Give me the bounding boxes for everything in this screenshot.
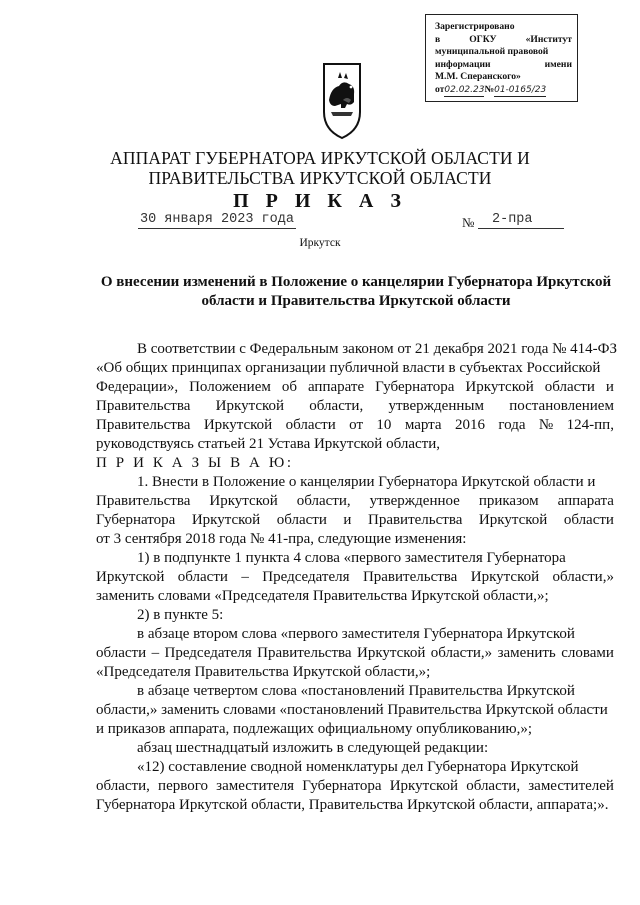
body-text: Иркутской (478, 512, 548, 528)
body-text: Правительства (257, 645, 352, 661)
body-text: Иркутской (470, 569, 540, 585)
stamp-word: ОГКУ (469, 33, 497, 45)
body-text: 10 (376, 417, 392, 433)
body-text: Иркутской (389, 778, 459, 794)
body-text: Губернатора (375, 379, 455, 395)
number-sign: № (462, 215, 475, 230)
body-text: года (498, 417, 526, 433)
body-text: 1. Внести в Положение о канцелярии Губернатора Иркутской области и (137, 474, 596, 490)
body-text: и приказов аппарата, подлежащих официальному опубликованию,»; (96, 721, 533, 737)
body-text: абзац шестнадцатый изложить в следующей редакции: (137, 740, 489, 756)
body-text: Губернатора Иркутской области, Правительства Иркутской области, аппарата;». (96, 797, 609, 813)
stamp-registration-line (435, 84, 572, 98)
body-line (96, 720, 614, 739)
body-text: 2) в пункте 5: (137, 607, 224, 623)
body-line (96, 454, 614, 473)
body-text: Иркутской (215, 398, 285, 414)
stamp-line (435, 71, 572, 84)
stamp-line (435, 59, 572, 72)
body-text: – (151, 645, 160, 661)
stamp-line (435, 46, 572, 59)
body-text: словами (561, 645, 614, 661)
body-text: области,» (552, 569, 614, 585)
body-text: Правительства (367, 512, 463, 528)
stamp-word: «Институт (525, 33, 572, 45)
document-subject (96, 273, 616, 311)
body-text: Иркутской (203, 417, 273, 433)
stamp-word: муниципальной правовой (435, 46, 549, 57)
body-text: 2016 (454, 417, 485, 433)
body-line (96, 473, 614, 492)
body-line (96, 758, 614, 777)
body-text: «12) составление сводной номенклатуры дел Губернатора Иркутской (137, 759, 579, 775)
body-text: заместителей (528, 778, 614, 794)
body-text: области (563, 512, 614, 528)
body-line (96, 378, 614, 397)
body-text: Федерации», (96, 379, 179, 395)
body-text: Иркутской (191, 512, 261, 528)
body-text: Губернатора (96, 512, 176, 528)
document-type: П Р И К А З (233, 190, 407, 212)
body-text: В соответствии с Федеральным законом от 21 декабря 2021 года № 414-ФЗ (137, 341, 618, 357)
body-line (96, 416, 614, 435)
body-text: приказом (478, 493, 539, 509)
stamp-word: имени (544, 58, 572, 70)
subject-line-1: О внесении изменений в Положение о канцелярии Губернатора Иркутской (100, 274, 612, 290)
body-line (96, 701, 614, 720)
body-text: области (544, 379, 595, 395)
body-text: П Р И К А З Ы В А Ю: (96, 455, 294, 471)
body-text: в абзаце четвертом слова «постановлений Правительства Иркутской (137, 683, 575, 699)
body-line (96, 644, 614, 663)
body-text: области, (466, 778, 521, 794)
body-text: области, (96, 778, 150, 794)
body-line (96, 625, 614, 644)
registration-stamp (425, 14, 578, 102)
agency-line-1: АППАРАТ ГУБЕРНАТОРА ИРКУТСКОЙ ОБЛАСТИ И (110, 148, 530, 168)
body-line (96, 492, 614, 511)
coat-of-arms-icon (321, 62, 363, 140)
body-text: от 3 сентября 2018 года № 41-пра, следующие изменения: (96, 531, 467, 547)
body-text: области, (296, 493, 351, 509)
body-text: Положением (189, 379, 271, 395)
body-text: области (276, 512, 327, 528)
body-line (96, 739, 614, 758)
body-text: Правительства (96, 493, 191, 509)
body-text: постановлением (509, 398, 614, 414)
body-text: в абзаце втором слова «первого заместителя Губернатора Иркутской (137, 626, 575, 642)
body-text: области (177, 569, 228, 585)
city: Иркутск (299, 237, 341, 249)
body-text: области,» (430, 645, 493, 661)
body-text: заменить словами «Председателя Правительства Иркутской области,»; (96, 588, 549, 604)
body-line (96, 340, 618, 359)
body-text: Правительства (362, 569, 458, 585)
body-line (96, 606, 614, 625)
body-text: «Об общих принципах организации публичной власти в субъектах Российской (96, 360, 601, 376)
body-line (96, 530, 614, 549)
subject-line-2: области и Правительства Иркутской области (201, 293, 511, 309)
body-line (96, 663, 614, 682)
stamp-number-prefix: № (484, 83, 495, 95)
body-text: 1) в подпункте 1 пункта 4 слова «первого заместителя Губернатора (137, 550, 566, 566)
document-number: 2-пра (478, 212, 564, 229)
stamp-line (435, 34, 572, 47)
stamp-number-handwritten: 01-0165/23 (494, 84, 546, 98)
body-text: утвержденным (388, 398, 484, 414)
body-text: области (96, 645, 147, 661)
body-text: Иркутской (465, 379, 534, 395)
agency-name (0, 148, 640, 188)
body-line (96, 777, 614, 796)
body-line (96, 796, 614, 815)
body-text: Председателя (262, 569, 350, 585)
body-text: от (349, 417, 363, 433)
body-text: утвержденное (369, 493, 460, 509)
body-text: руководствуясь статьей 21 Устава Иркутской области, (96, 436, 440, 452)
body-text: аппарате (307, 379, 365, 395)
body-text: 124-пп, (566, 417, 614, 433)
body-text: области, (309, 398, 364, 414)
body-text: об (281, 379, 297, 395)
body-text: – (241, 569, 249, 585)
body-text: заменить (497, 645, 556, 661)
body-text: и (343, 512, 352, 528)
body-text: Губернатора (302, 778, 382, 794)
stamp-date-handwritten: 02.02.23 (444, 84, 484, 98)
body-text: Иркутской (356, 645, 426, 661)
body-text: первого (158, 778, 208, 794)
body-text: Председателя (164, 645, 252, 661)
body-text: Правительства (96, 417, 191, 433)
document-body (96, 340, 618, 815)
body-text: «Председателя Правительства Иркутской области,»; (96, 664, 431, 680)
body-line (96, 682, 614, 701)
body-line (96, 549, 614, 568)
body-text: Иркутской (209, 493, 278, 509)
body-line (96, 435, 614, 454)
document-date: 30 января 2023 года (140, 212, 294, 227)
body-text: области (285, 417, 336, 433)
body-text: аппарата (557, 493, 614, 509)
stamp-word: М.М. Сперанского» (435, 71, 521, 82)
stamp-word: в (435, 33, 441, 45)
body-line (96, 587, 614, 606)
body-text: и (605, 379, 614, 395)
body-line (96, 511, 614, 530)
body-text: марта (404, 417, 442, 433)
stamp-word: Зарегистрировано (435, 21, 515, 32)
body-line (96, 568, 614, 587)
body-line (96, 359, 614, 378)
stamp-word: информации (435, 58, 491, 70)
body-text: области,» заменить словами «постановлений Правительства Иркутской области (96, 702, 608, 718)
stamp-date-prefix: от (435, 83, 445, 95)
agency-line-2: ПРАВИТЕЛЬСТВА ИРКУТСКОЙ ОБЛАСТИ (148, 168, 492, 188)
body-text: № (538, 417, 554, 433)
stamp-line (435, 21, 572, 34)
body-line (96, 397, 614, 416)
body-text: Иркутской (96, 569, 165, 585)
body-text: заместителя (216, 778, 295, 794)
body-text: Правительства (96, 398, 191, 414)
